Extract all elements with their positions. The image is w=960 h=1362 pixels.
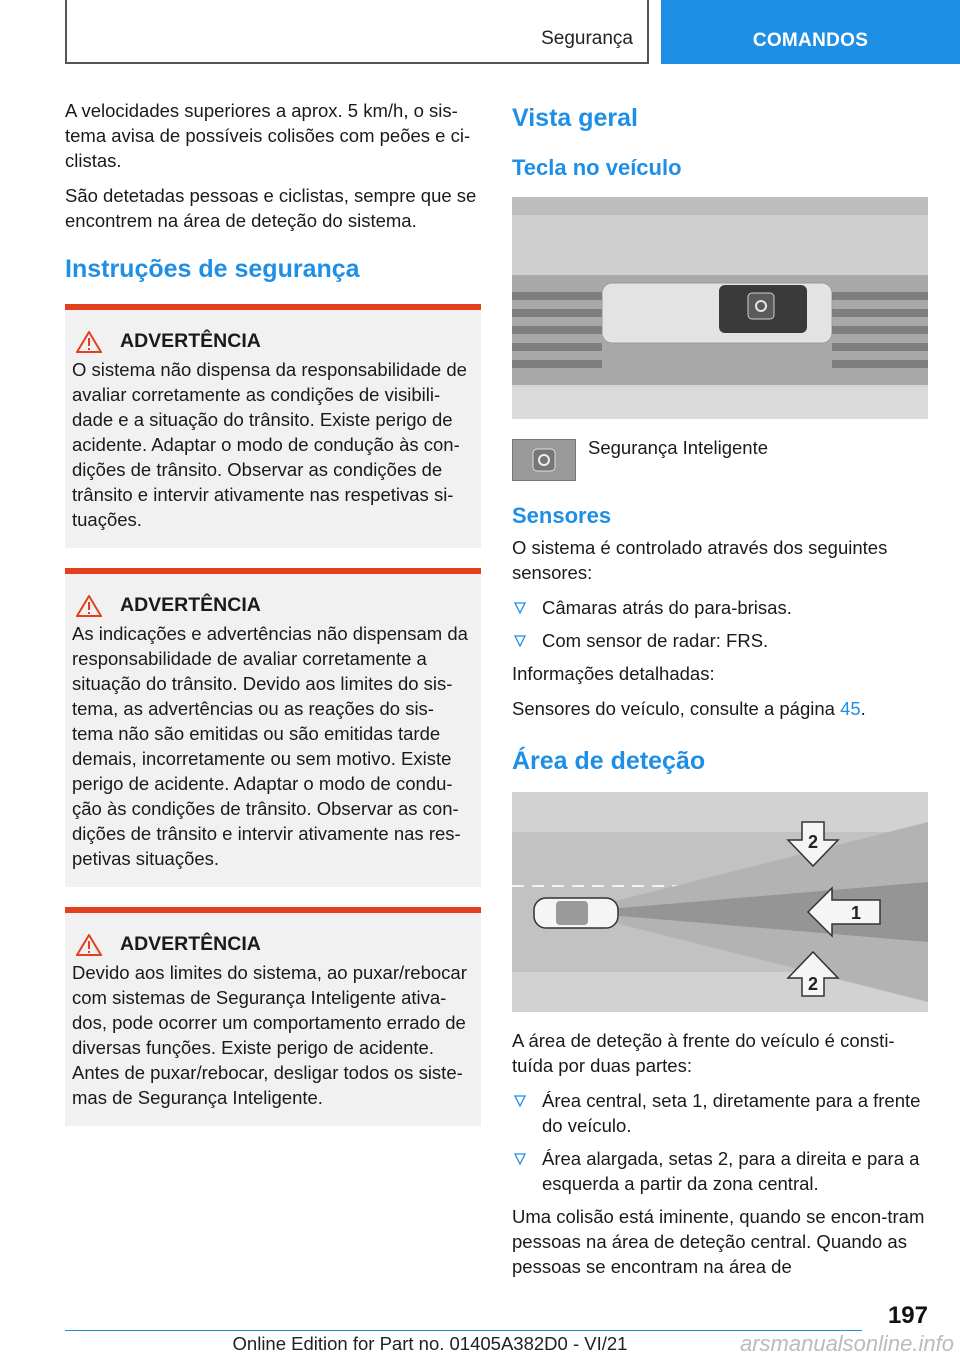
warning-triangle-icon	[76, 595, 102, 617]
warning-text: As indicações e advertências não dispensam da responsabilidade de avaliar corretamente a situação do trânsito. Devido aos limites do sis-tema, as advertências ou as reações do sis-tema não são emitidas ou são emitidas tarde demais, incorretamente ou sem motivo. Existe perigo de acidente. Adaptar o modo de condu-ção às condições de trânsito. Observar as con-dições de trânsito e intervir ativamente nas res-petivas situações.	[72, 623, 468, 869]
warning-triangle-icon	[76, 331, 102, 353]
svg-text:1: 1	[850, 903, 862, 923]
watermark: arsmanualsonline.info	[739, 1331, 954, 1356]
area-outro: Uma colisão está iminente, quando se encon-tram pessoas na área de deteção central. Quando as pessoas se encontram na área de	[512, 1206, 925, 1277]
sensors-heading: Sensores	[512, 503, 612, 528]
area-list	[512, 1088, 928, 1196]
right-column	[512, 98, 928, 1289]
page-link[interactable]: 45	[840, 698, 861, 719]
warning-text: O sistema não dispensa da responsabilidade de avaliar corretamente as condições de visibili-dade e a situação do trânsito. Existe perigo de acidente. Adaptar o modo de condução às con-dições de trânsito. Observar as condições de trânsito e intervir ativamente nas respetivas si-tuações.	[72, 359, 467, 530]
intro-paragraph-2: São detetadas pessoas e ciclistas, sempre que se encontrem na área de deteção do sistema.	[65, 185, 477, 231]
bullet-triangle-icon	[514, 635, 526, 647]
sensors-intro: O sistema é controlado através dos seguintes sensores:	[512, 537, 888, 583]
list-item: Câmaras atrás do para-brisas.	[512, 595, 928, 620]
warning-triangle-icon	[76, 934, 102, 956]
list-item: Área alargada, setas 2, para a direita e para a esquerda a partir da zona central.	[512, 1146, 928, 1196]
button-legend	[512, 437, 928, 481]
header-section-tab	[65, 0, 649, 64]
page-number: 197	[887, 1302, 928, 1329]
area-intro: A área de deteção à frente do veículo é consti-tuída por duas partes:	[512, 1030, 895, 1076]
car-icon	[534, 898, 618, 928]
dashboard-button-photo	[512, 197, 928, 419]
svg-text:2: 2	[807, 974, 819, 994]
safety-button-icon	[512, 439, 576, 481]
warning-box-2	[65, 568, 481, 887]
warning-text: Devido aos limites do sistema, ao puxar/rebocar com sistemas de Segurança Inteligente ativa-dos, pode ocorrer um comportamento errado de diversas funções. Existe perigo de acidente. Antes de puxar/rebocar, desligar todos os siste-mas de Segurança Inteligente.	[72, 962, 467, 1108]
warning-box-1	[65, 304, 481, 548]
safety-heading: Instruções de segurança	[65, 255, 360, 283]
button-heading: Tecla no veículo	[512, 155, 682, 180]
details-label: Informações detalhadas:	[512, 663, 715, 684]
button-label: Segurança Inteligente	[588, 437, 768, 458]
left-column	[65, 98, 481, 1142]
sensors-list	[512, 595, 928, 653]
footer-edition: Online Edition for Part no. 01405A382D0 - VI/21	[232, 1333, 628, 1354]
overview-heading: Vista geral	[512, 104, 639, 132]
list-item: Com sensor de radar: FRS.	[512, 628, 928, 653]
warning-title: ADVERTÊNCIA	[120, 594, 261, 616]
warning-box-3	[65, 907, 481, 1126]
detection-area-diagram	[512, 792, 928, 1012]
details-reference: Sensores do veículo, consulte a página 45.	[512, 698, 866, 719]
bullet-triangle-icon	[514, 1153, 526, 1165]
svg-text:2: 2	[807, 832, 819, 852]
intro-paragraph-1: A velocidades superiores a aprox. 5 km/h, o sis-tema avisa de possíveis colisões com peões e ci-clistas.	[65, 100, 471, 171]
area-heading: Área de deteção	[512, 747, 706, 775]
bullet-triangle-icon	[514, 602, 526, 614]
warning-title: ADVERTÊNCIA	[120, 933, 261, 955]
header-chapter-tab	[661, 0, 960, 64]
header-section-title: Segurança	[541, 28, 633, 49]
warning-title: ADVERTÊNCIA	[120, 330, 261, 352]
header-chapter-title: COMANDOS	[752, 30, 869, 51]
list-item: Área central, seta 1, diretamente para a frente do veículo.	[512, 1088, 928, 1138]
bullet-triangle-icon	[514, 1095, 526, 1107]
